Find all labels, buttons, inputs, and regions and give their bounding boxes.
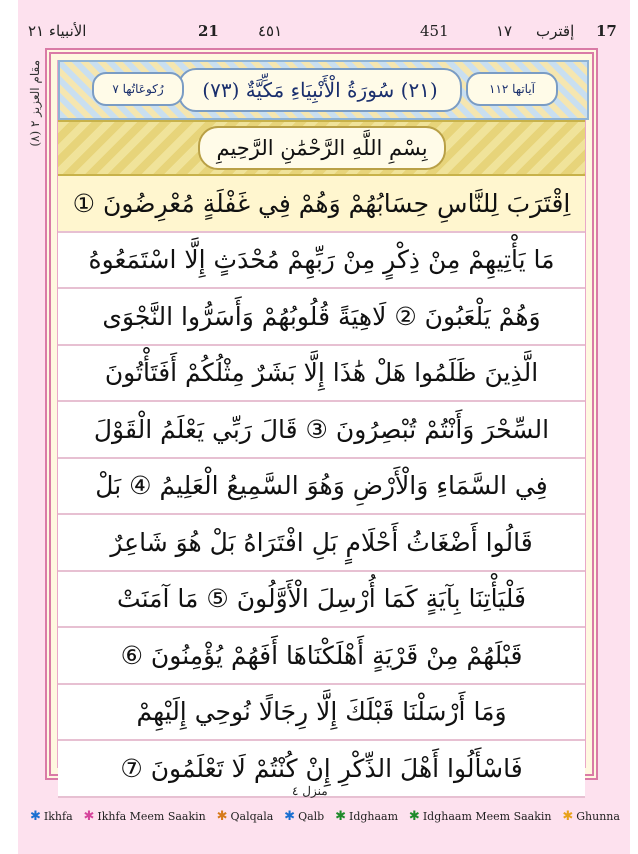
side-label: (٨) مقام العزيز ٢: [28, 60, 42, 147]
star-icon: ✱: [284, 809, 296, 824]
page-number-arabic: ٤٥١: [258, 22, 283, 40]
verse-line: قَبْلَهُمْ مِنْ قَرْيَةٍ أَهْلَكْنَاهَا أَفَهُمْ يُؤْمِنُونَ ⑥: [58, 628, 585, 685]
star-icon: ✱: [83, 809, 95, 824]
star-icon: ✱: [408, 809, 420, 824]
juz-name: إقترب: [536, 22, 575, 40]
bismillah: بِسْمِ اللَّهِ الرَّحْمَٰنِ الرَّحِيمِ: [198, 126, 446, 170]
verse-line: فَاسْأَلُوا أَهْلَ الذِّكْرِ إِنْ كُنْتُمْ لَا تَعْلَمُونَ ⑦: [58, 741, 585, 798]
legend-label: Qalqala: [230, 810, 274, 823]
surah-name-header: الأنبياء ٢١: [28, 22, 87, 40]
legend-label: Ikhfa: [43, 810, 73, 823]
manzil-label: منزل ٤: [292, 784, 328, 798]
legend-label: Idghaam Meem Saakin: [422, 810, 552, 823]
juz-number: 17: [596, 22, 617, 40]
verse-line: قَالُوا أَضْغَاثُ أَحْلَامٍ بَلِ افْتَرَاهُ بَلْ هُوَ شَاعِرٌ: [58, 515, 585, 572]
verse-line: السِّحْرَ وَأَنْتُمْ تُبْصِرُونَ ③ قَالَ رَبِّي يَعْلَمُ الْقَوْلَ: [58, 402, 585, 459]
verse-line: فَلْيَأْتِنَا بِآيَةٍ كَمَا أُرْسِلَ الْأَوَّلُونَ ⑤ مَا آمَنَتْ: [58, 572, 585, 629]
verse-line: فِي السَّمَاءِ وَالْأَرْضِ وَهُوَ السَّمِيعُ الْعَلِيمُ ④ بَلْ: [58, 459, 585, 516]
legend-item: [84, 810, 206, 823]
verse-line: مَا يَأْتِيهِمْ مِنْ ذِكْرٍ مِنْ رَبِّهِمْ مُحْدَثٍ إِلَّا اسْتَمَعُوهُ: [58, 233, 585, 290]
star-icon: ✱: [335, 809, 346, 824]
legend-label: Ikhfa Meem Saakin: [97, 810, 206, 823]
tajweed-legend: [30, 810, 620, 823]
legend-item: [217, 810, 274, 823]
verse-lines: [58, 176, 585, 798]
star-icon: ✱: [216, 809, 228, 824]
surah-number: 21: [198, 22, 219, 40]
ruku-count-label: رُكوعَاتُها ٧: [92, 72, 184, 106]
verse-line: وَهُمْ يَلْعَبُونَ ② لَاهِيَةً قُلُوبُهُمْ وَأَسَرُّوا النَّجْوَى: [58, 289, 585, 346]
ayat-count-label: آياتها ١١٢: [466, 72, 558, 106]
legend-item: [30, 810, 73, 823]
verse-line: وَمَا أَرْسَلْنَا قَبْلَكَ إِلَّا رِجَالًا نُوحِي إِلَيْهِمْ: [58, 685, 585, 742]
surah-title: (٢١) سُورَةُ الْأَنْبِيَاءِ مَكِّيَّةٌ (٧٣): [178, 68, 462, 112]
legend-label: Ghunna: [576, 810, 620, 823]
verse-line: الَّذِينَ ظَلَمُوا هَلْ هَٰذَا إِلَّا بَشَرٌ مِثْلُكُمْ أَفَتَأْتُونَ: [58, 346, 585, 403]
legend-label: Idghaam: [348, 810, 399, 823]
legend-label: Qalb: [298, 810, 325, 823]
star-icon: ✱: [30, 809, 41, 824]
verse-line: اِقْتَرَبَ لِلنَّاسِ حِسَابُهُمْ وَهُمْ فِي غَفْلَةٍ مُعْرِضُونَ ①: [58, 176, 585, 233]
juz-number-arabic: ١٧: [496, 22, 513, 40]
legend-item: [335, 810, 398, 823]
legend-item: [409, 810, 552, 823]
legend-item: [562, 810, 620, 823]
page-number: 451: [420, 22, 449, 40]
star-icon: ✱: [562, 809, 574, 824]
legend-item: [284, 810, 324, 823]
